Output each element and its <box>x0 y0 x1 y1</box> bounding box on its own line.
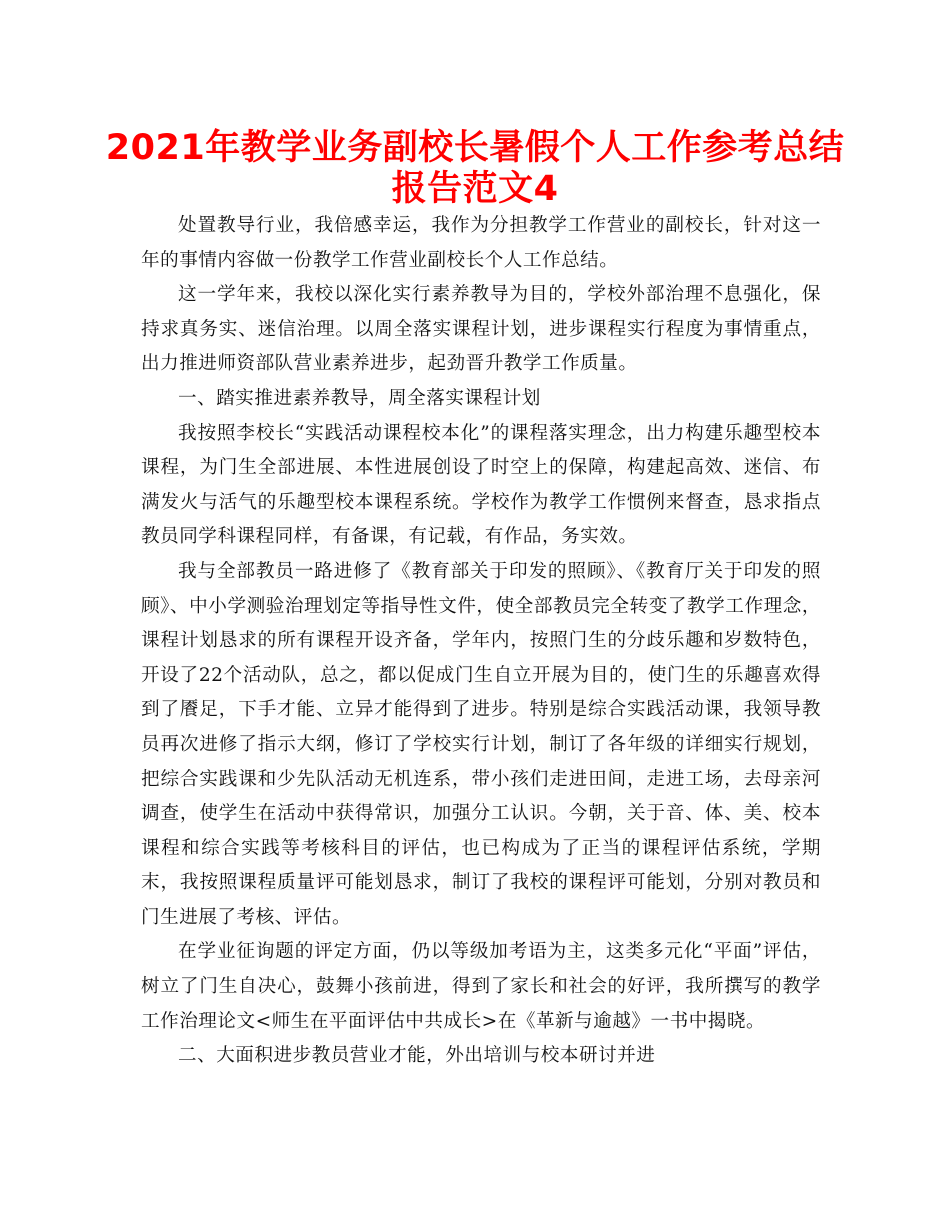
document-title-line-1: 2021年教学业务副校长暑假个人工作参考总结 <box>105 128 845 168</box>
paragraph-intro: 处置教导行业，我倍感幸运，我作为分担教学工作营业的副校长，针对这一年的事情内容做一份教学工作营业副校长个人工作总结。 <box>141 215 821 271</box>
paragraph-curriculum: 我按照李校长“实践活动课程校本化”的课程落实理念，出力构建乐趣型校本课程，为门生全部进展、本性进展创设了时空上的保障，构建起高效、迷信、布满发火与活气的乐趣型校本课程系统。学校作为教学工作惯例来督查，恳求指点教员同学科课程同样，有备课，有记载，有作品，务实效。 <box>141 422 821 548</box>
document-title-line-2: 报告范文4 <box>391 169 559 209</box>
paragraph-study: 我与全部教员一路进修了《教育部关于印发的照顾》、《教育厅关于印发的照顾》、中小学测验治理划定等指导性文件，使全部教员完全转变了教学工作理念，课程计划恳求的所有课程开设齐备，学年内，按照门生的分歧乐趣和岁数特色，开设了22个活动队，总之，都以促成门生自立开展为目的，使门生的乐趣喜欢得到了餍足，下手才能、立异才能得到了进步。特别是综合实践活动课，我领导教员再次进修了指示大纲，修订了学校实行计划，制订了各年级的详细实行规划，把综合实践课和少先队活动无机连系，带小孩们走进田间，走进工场，去母亲河调查，使学生在活动中获得常识，加强分工认识。今朝，关于音、体、美、校本课程和综合实践等考核科目的评估，也已构成为了正当的课程评估系统，学期末，我按照课程质量评可能划恳求，制订了我校的课程评可能划，分别对教员和门生进展了考核、评估。 <box>141 560 821 928</box>
section-heading-1: 一、踏实推进素养教导，周全落实课程计划 <box>178 387 541 409</box>
section-heading-2: 二、大面积进步教员营业才能，外出培训与校本研讨并进 <box>178 1045 656 1067</box>
paragraph-overview: 这一学年来，我校以深化实行素养教导为目的，学校外部治理不息强化，保持求真务实、迷信治理。以周全落实课程计划，进步课程实行程度为事情重点，出力推进师资部队营业素养进步，起劲晋升教学工作质量。 <box>141 284 821 375</box>
paragraph-evaluation: 在学业征询题的评定方面，仍以等级加考语为主，这类多元化“平面”评估，树立了门生自决心，鼓舞小孩前进，得到了家长和社会的好评，我所撰写的教学工作治理论文<师生在平面评估中共成长>在《革新与逾越》一书中揭晓。 <box>141 941 821 1032</box>
document-body <box>141 209 821 1074</box>
